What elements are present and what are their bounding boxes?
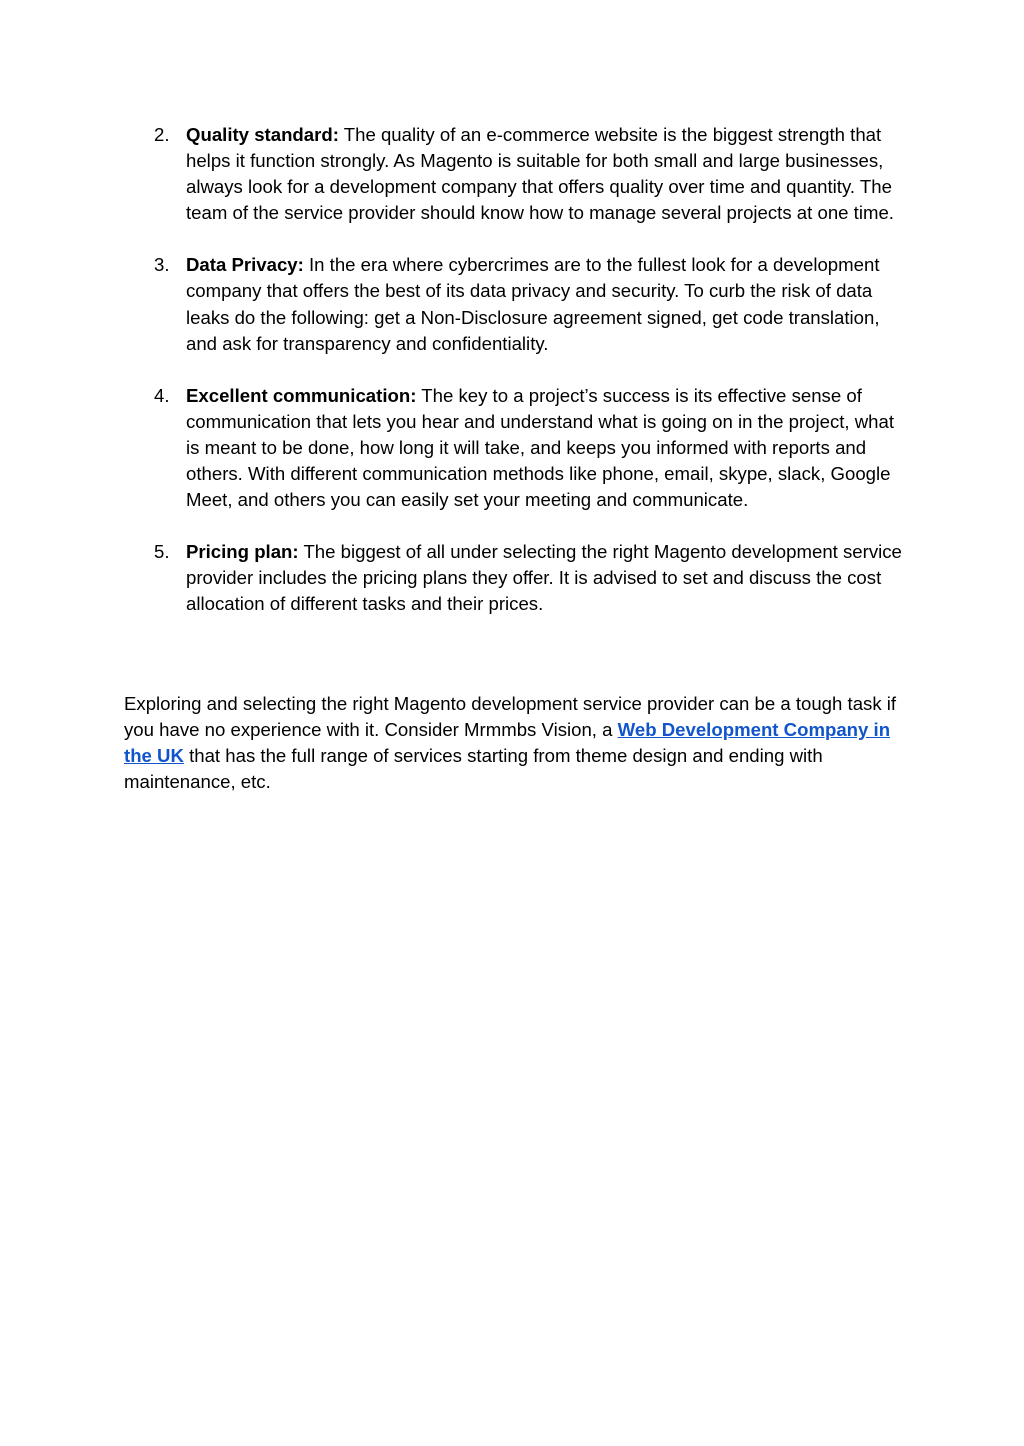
list-item	[124, 383, 904, 513]
list-item-body: The biggest of all under selecting the right Magento development service provider includes the pricing plans they offer. It is advised to set and discuss the cost allocation of different tasks and their prices.	[186, 541, 902, 615]
numbered-list	[124, 122, 904, 644]
list-item-body: The key to a project’s success is its effective sense of communication that lets you hear and understand what is going on in the project, what is meant to be done, how long it will take, and keeps you informed with reports and others. With different communication methods like phone, email, skype, slack, Google Meet, and others you can easily set your meeting and communicate.	[186, 384, 895, 511]
list-item-number: 4.	[154, 384, 170, 406]
closing-text-before: Exploring and selecting the right Magento development service provider can be a tough task if you have no experience with it. Consider Mrmmbs Vision, a	[124, 693, 897, 741]
list-item-title: Data Privacy:	[186, 254, 304, 276]
list-item-body: The quality of an e-commerce website is the biggest strength that helps it function strongly. As Magento is suitable for both small and large businesses, always look for a development company that offers quality over time and quantity. The team of the service provider should know how to manage several projects at one time.	[186, 124, 894, 224]
list-item-number: 5.	[154, 541, 170, 563]
list-item-number: 2.	[154, 124, 170, 145]
closing-text-after: that has the full range of services starting from theme design and ending with maintenance, etc.	[124, 745, 823, 793]
list-item	[124, 252, 904, 356]
list-item	[124, 122, 904, 226]
list-item-title: Pricing plan:	[186, 541, 299, 563]
closing-paragraph	[124, 691, 900, 795]
list-item-number: 3.	[154, 254, 170, 276]
list-item-title: Excellent communication:	[186, 384, 417, 406]
list-item	[124, 539, 904, 617]
list-item-body: In the era where cybercrimes are to the fullest look for a development company that offers the best of its data privacy and security. To curb the risk of data leaks do the following: get a Non-Disclosure agreement signed, get code translation, and ask for transparency and confidentiality.	[186, 254, 880, 354]
web-development-company-link[interactable]: Web Development Company in the UK	[124, 719, 891, 767]
list-item-title: Quality standard:	[186, 124, 339, 145]
